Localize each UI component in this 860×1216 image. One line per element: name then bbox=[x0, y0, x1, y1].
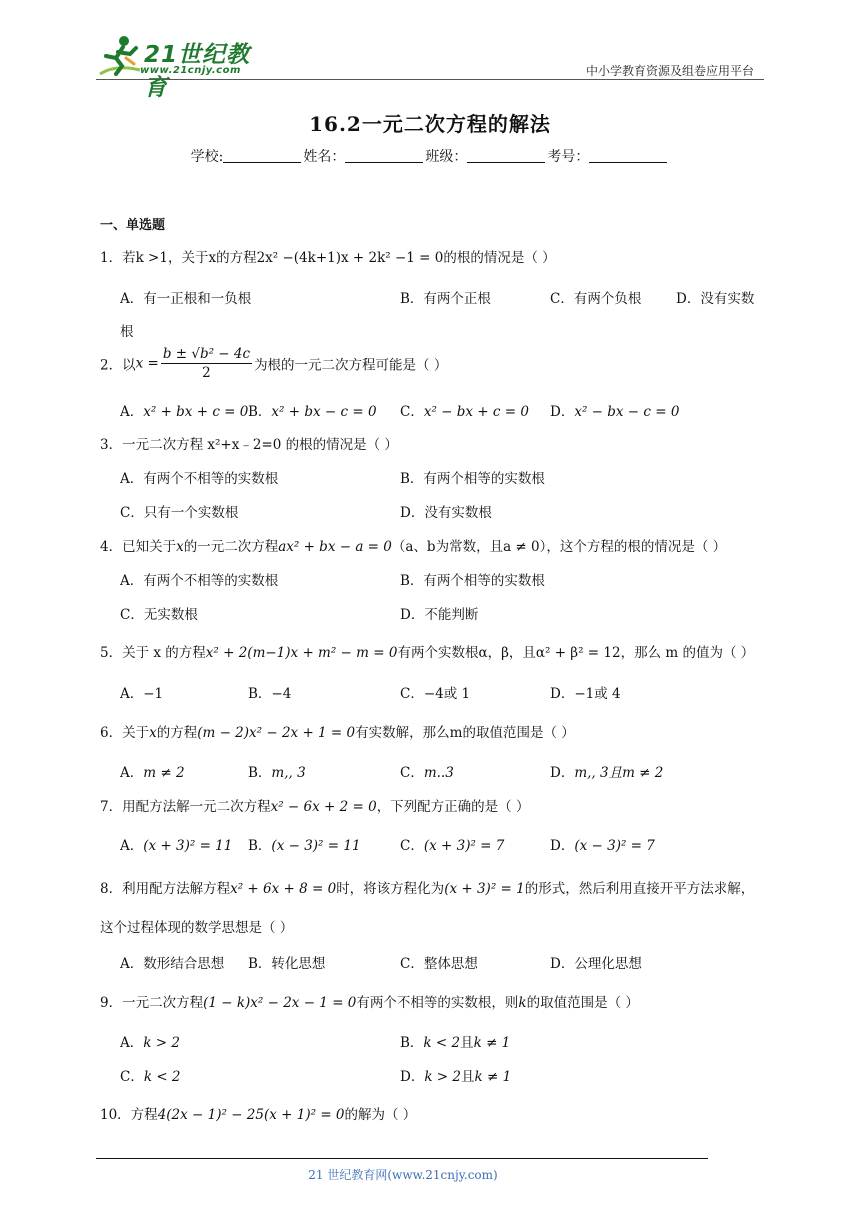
q2-option-b[interactable]: B．x² + bx − c = 0 bbox=[248, 404, 377, 420]
student-info bbox=[0, 146, 860, 166]
q5-option-a[interactable]: A．−1 bbox=[120, 686, 164, 702]
platform-name: 中小学教育资源及组卷应用平台 bbox=[585, 64, 754, 78]
school-field[interactable] bbox=[223, 148, 301, 163]
q2-frac-numerator: b ± √b² − 4c bbox=[162, 346, 251, 362]
q4-option-b[interactable]: B．有两个相等的实数根 bbox=[400, 573, 545, 589]
q1-equation: 2x² −(4k+1)x + 2k² −1 = 0 bbox=[256, 250, 444, 266]
q4-option-c[interactable]: C．无实数根 bbox=[120, 607, 198, 623]
q1-option-d-cont: 根 bbox=[120, 324, 134, 340]
question-8: 8．利用配方法解方程x² + 6x + 8 = 0时，将该方程化为(x + 3)² = 1的形式，然后利用直接开平方法求解， bbox=[100, 881, 755, 897]
q2-option-a[interactable]: A．x² + bx + c = 0 bbox=[120, 404, 249, 420]
q3-option-d[interactable]: D．没有实数根 bbox=[400, 505, 492, 521]
q1-option-c[interactable]: C．有两个负根 bbox=[550, 291, 642, 307]
footer-link[interactable]: 21 世纪教育网(www.21cnjy.com) bbox=[308, 1168, 498, 1182]
logo-title: 21世纪教育 bbox=[144, 42, 251, 101]
q2-option-d[interactable]: D．x² − bx − c = 0 bbox=[550, 404, 680, 420]
question-1 bbox=[100, 246, 556, 266]
q8-option-d[interactable]: D．公理化思想 bbox=[550, 956, 642, 972]
question-4: 4．已知关于x的一元二次方程ax² + bx − a = 0（a、b为常数，且a ≠ 0），这个方程的根的情况是（ ） bbox=[100, 539, 727, 555]
q6-option-a[interactable]: A．m ≠ 2 bbox=[120, 765, 185, 781]
school-label: 学校: bbox=[190, 149, 224, 165]
question-3: 3．一元二次方程 x²+x﹣2=0 的根的情况是（ ） bbox=[100, 437, 398, 453]
q1-stem: 1．若k >1，关于x的方程 bbox=[100, 250, 257, 266]
runner-logo-icon bbox=[96, 34, 144, 80]
class-field[interactable] bbox=[467, 148, 545, 163]
q6-option-b[interactable]: B．m,, 3 bbox=[248, 765, 306, 781]
q2-fraction bbox=[161, 346, 252, 381]
q9-option-a[interactable]: A．k > 2 bbox=[120, 1035, 180, 1051]
q3-option-a[interactable]: A．有两个不相等的实数根 bbox=[120, 471, 279, 487]
question-2 bbox=[100, 346, 447, 381]
q7-option-d[interactable]: D．(x − 3)² = 7 bbox=[550, 838, 655, 854]
q2-stem: 2．以 bbox=[100, 357, 136, 374]
q2-option-c[interactable]: C．x² − bx + c = 0 bbox=[400, 404, 529, 420]
q4-option-d[interactable]: D．不能判断 bbox=[400, 607, 479, 623]
logo-url: www.21cnjy.com bbox=[140, 65, 241, 76]
q8-option-a[interactable]: A．数形结合思想 bbox=[120, 956, 225, 972]
q2-frac-denominator: 2 bbox=[202, 365, 211, 381]
q2-stem-end: 为根的一元二次方程可能是（ ） bbox=[254, 357, 448, 374]
q1-option-b[interactable]: B．有两个正根 bbox=[400, 291, 491, 307]
q2-frac-lhs: x = bbox=[135, 355, 159, 372]
q4-option-a[interactable]: A．有两个不相等的实数根 bbox=[120, 573, 279, 589]
class-label: 班级： bbox=[425, 149, 468, 165]
q5-option-b[interactable]: B．−4 bbox=[248, 686, 292, 702]
q7-option-c[interactable]: C．(x + 3)² = 7 bbox=[400, 838, 505, 854]
question-9: 9．一元二次方程(1 − k)x² − 2x − 1 = 0有两个不相等的实数根，则k的取值范围是（ ） bbox=[100, 995, 639, 1011]
logo bbox=[96, 34, 271, 101]
q1-option-a[interactable]: A．有一正根和一负根 bbox=[120, 291, 252, 307]
name-field[interactable] bbox=[345, 148, 423, 163]
q8-option-b[interactable]: B．转化思想 bbox=[248, 956, 326, 972]
q9-option-d[interactable]: D．k > 2且k ≠ 1 bbox=[400, 1069, 512, 1085]
q5-option-d[interactable]: D．−1或 4 bbox=[550, 686, 621, 702]
name-label: 姓名： bbox=[303, 149, 346, 165]
exam-no-field[interactable] bbox=[589, 148, 667, 163]
q7-option-b[interactable]: B．(x − 3)² = 11 bbox=[248, 838, 361, 854]
q5-option-c[interactable]: C．−4或 1 bbox=[400, 686, 471, 702]
q1-stem-end: 的根的情况是（ ） bbox=[443, 250, 556, 266]
q9-option-c[interactable]: C．k < 2 bbox=[120, 1069, 181, 1085]
question-8-line2: 这个过程体现的数学思想是（ ） bbox=[100, 920, 294, 936]
footer-divider bbox=[96, 1158, 708, 1159]
question-7: 7．用配方法解一元二次方程x² − 6x + 2 = 0，下列配方正确的是（ ） bbox=[100, 799, 530, 815]
question-5: 5．关于 x 的方程x² + 2(m−1)x + m² − m = 0有两个实数根α，β，且α² + β² = 12，那么 m 的值为（ ） bbox=[100, 645, 755, 661]
q1-option-d[interactable]: D．没有实数 bbox=[676, 291, 755, 307]
exam-no-label: 考号： bbox=[547, 149, 590, 165]
question-6: 6．关于x的方程(m − 2)x² − 2x + 1 = 0有实数解，那么m的取值范围是（ ） bbox=[100, 725, 575, 741]
q6-option-d[interactable]: D．m,, 3且m ≠ 2 bbox=[550, 765, 664, 781]
q7-option-a[interactable]: A．(x + 3)² = 11 bbox=[120, 838, 233, 854]
q6-option-c[interactable]: C．m..3 bbox=[400, 765, 454, 781]
q3-option-b[interactable]: B．有两个相等的实数根 bbox=[400, 471, 545, 487]
q3-option-c[interactable]: C．只有一个实数根 bbox=[120, 505, 239, 521]
q8-option-c[interactable]: C．整体思想 bbox=[400, 956, 478, 972]
section-heading: 一、单选题 bbox=[100, 218, 166, 233]
q9-option-b[interactable]: B．k < 2且k ≠ 1 bbox=[400, 1035, 511, 1051]
header-divider bbox=[96, 79, 764, 80]
page-title: 16.2一元二次方程的解法 bbox=[309, 112, 551, 136]
question-10: 10．方程4(2x − 1)² − 25(x + 1)² = 0的解为（ ） bbox=[100, 1107, 417, 1123]
